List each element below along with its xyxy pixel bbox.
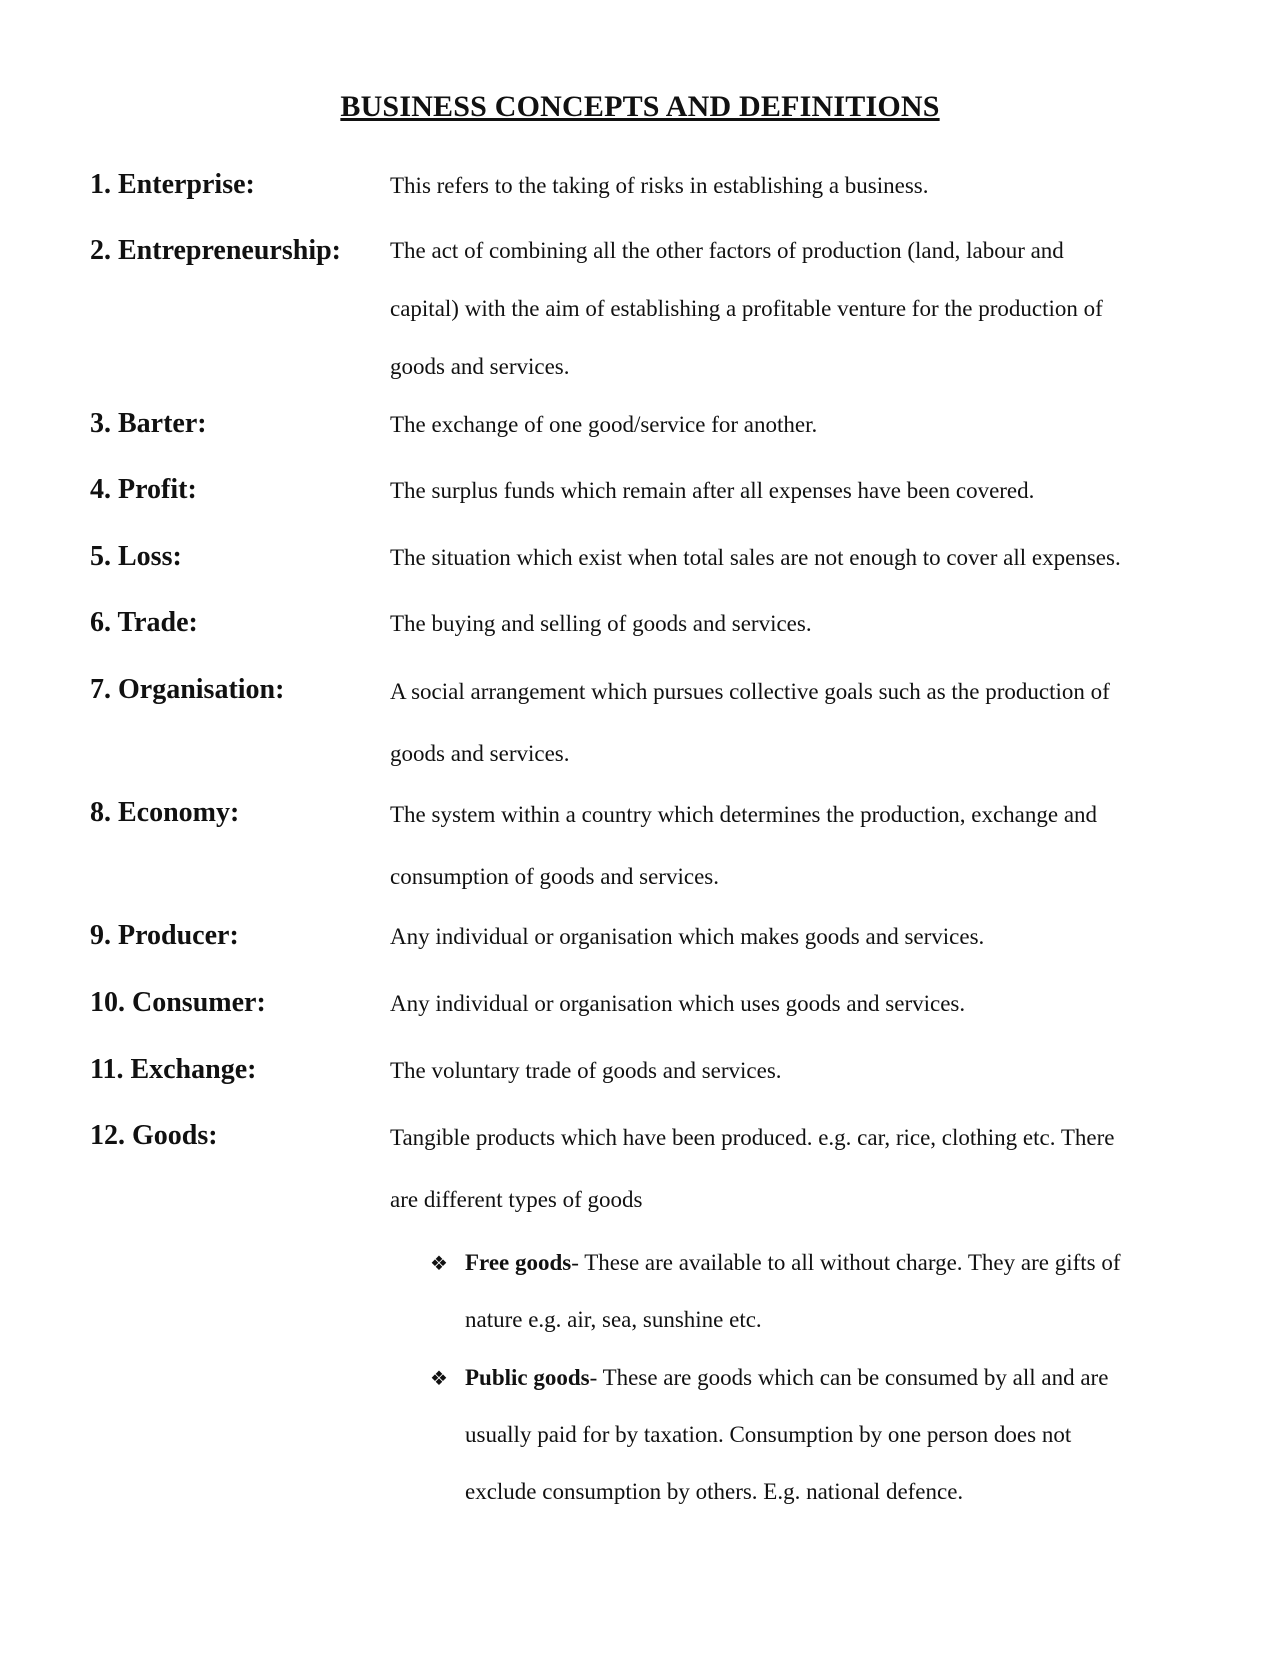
bullet-icon: ❖ [430, 1368, 448, 1390]
bullet-icon: ❖ [430, 1253, 448, 1275]
definition-text: Tangible products which have been produced. e.g. car, rice, clothing etc. There are different types of goods [390, 1125, 1115, 1212]
term-label: 6. Trade: [90, 607, 198, 638]
term-label: 3. Barter: [90, 408, 207, 439]
term-label: 11. Exchange: [90, 1054, 257, 1085]
definition-text: A social arrangement which pursues collective goals such as the production of goods and services. [390, 679, 1110, 766]
definition-text: The voluntary trade of goods and services. [390, 1058, 782, 1083]
definition-text: Any individual or organisation which uses goods and services. [390, 991, 966, 1016]
definition-text: The system within a country which determines the production, exchange and consumption of goods and services. [390, 802, 1098, 889]
definition-text: The surplus funds which remain after all expenses have been covered. [390, 478, 1035, 503]
bullet-text: Public goods- These are goods which can be consumed by all and are usually paid for by taxation. Consumption by one person does not exclude consumption by others. E.g. national defence. [465, 1365, 1109, 1504]
goods-type-name: Public goods [465, 1365, 590, 1390]
term-label: 2. Entrepreneurship: [90, 235, 341, 266]
page-title: BUSINESS CONCEPTS AND DEFINITIONS [340, 90, 940, 123]
bullet-text: Free goods- These are available to all without charge. They are gifts of nature e.g. air, sea, sunshine etc. [465, 1250, 1121, 1332]
definition-text: The exchange of one good/service for another. [390, 412, 818, 437]
term-label: 9. Producer: [90, 920, 239, 951]
term-label: 7. Organisation: [90, 674, 285, 705]
definition-text: Any individual or organisation which makes goods and services. [390, 924, 985, 949]
definition-text: The situation which exist when total sales are not enough to cover all expenses. [390, 545, 1121, 570]
term-label: 8. Economy: [90, 797, 240, 828]
definition-text: The act of combining all the other factors of production (land, labour and capital) with the aim of establishing a profitable venture for the production of goods and services. [390, 238, 1103, 379]
definition-text: This refers to the taking of risks in establishing a business. [390, 173, 929, 198]
goods-type-description: - These are goods which can be consumed by all and are [589, 1365, 1109, 1390]
term-label: 10. Consumer: [90, 987, 266, 1018]
goods-type-description: - These are available to all without charge. They are gifts of [571, 1250, 1121, 1275]
term-label: 4. Profit: [90, 474, 197, 505]
term-label: 1. Enterprise: [90, 169, 255, 200]
term-label: 12. Goods: [90, 1120, 218, 1151]
term-label: 5. Loss: [90, 541, 182, 572]
definition-text: The buying and selling of goods and services. [390, 611, 812, 636]
goods-type-name: Free goods [465, 1250, 572, 1275]
